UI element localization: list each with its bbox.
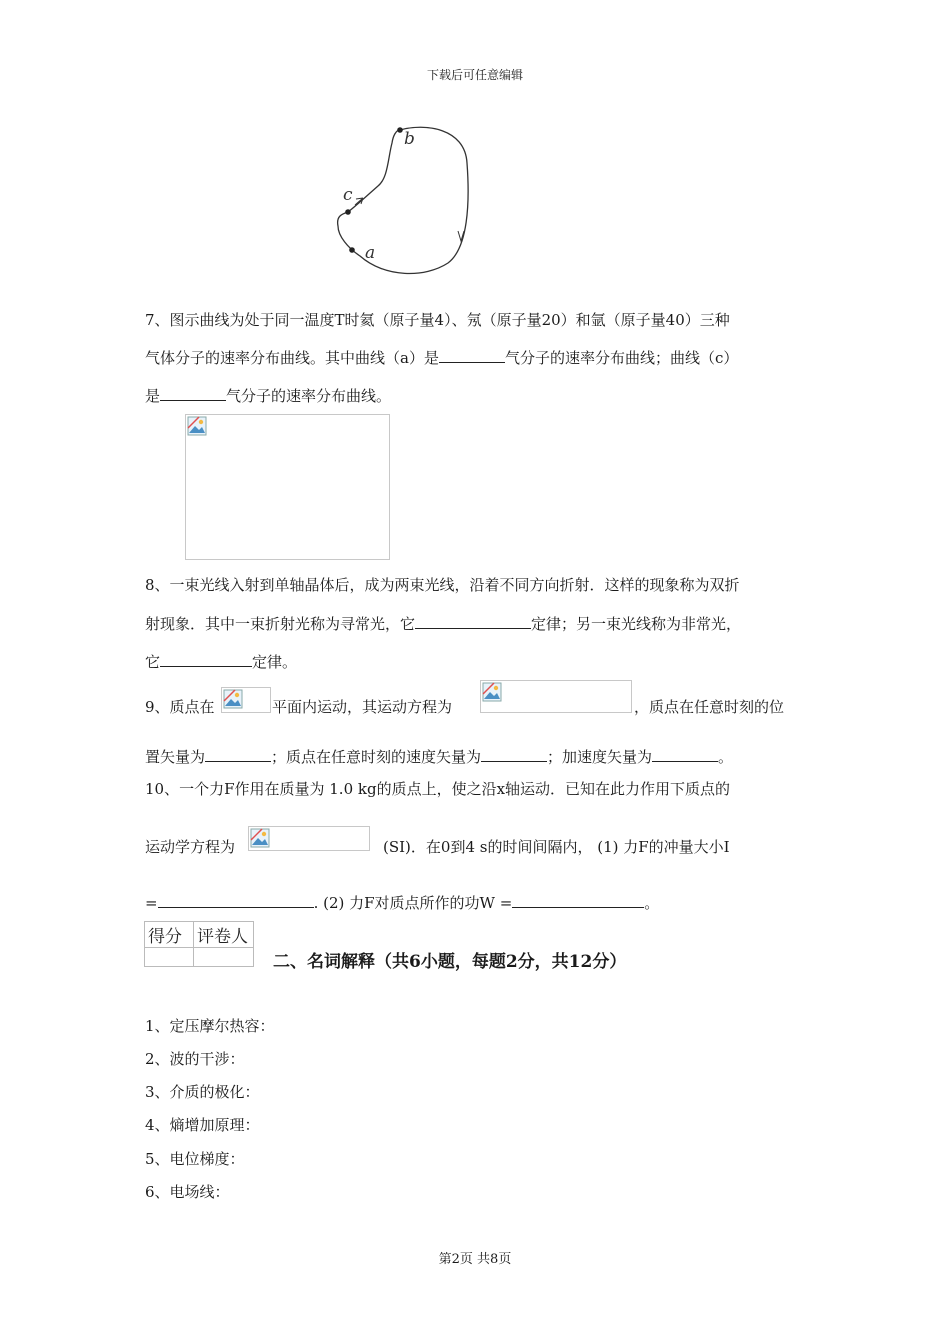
q10-line2-b: (SI)．在0到4 s的时间间隔内， (1) 力F的冲量大小I <box>383 838 730 856</box>
q10-line1: 10、一个力F作用在质量为 1.0 kg的质点上，使之沿x轴运动．已知在此力作用下质点的 <box>145 780 731 798</box>
q7-line1: 7、图示曲线为处于同一温度T时氦（原子量4）、氖（原子量20）和氩（原子量40）三种 <box>145 311 730 329</box>
term-item: 5、电位梯度： <box>145 1150 245 1168</box>
q10-line2-a: 运动学方程为 <box>145 838 236 856</box>
q7-blank-c <box>160 385 226 401</box>
q8-line3: 它 定律。 <box>145 653 298 671</box>
q9-blank-1 <box>205 746 271 762</box>
broken-image-icon <box>250 828 270 848</box>
q7-blank-a <box>439 347 505 363</box>
label-c: c <box>343 185 353 205</box>
score-table <box>144 921 254 967</box>
label-a: a <box>365 243 376 263</box>
q8-blank-1 <box>415 613 531 629</box>
q9-line2: 置矢量为 ；质点在任意时刻的速度矢量为 ；加速度矢量为 。 <box>145 748 734 766</box>
term-item: 2、波的干涉： <box>145 1050 245 1068</box>
broken-image-icon <box>223 689 243 709</box>
cycle-curve <box>338 127 469 273</box>
q8-blank-2 <box>160 651 252 667</box>
score-cell <box>145 948 194 967</box>
q10-blank-impulse <box>158 892 314 908</box>
q9-line1-b: 平面内运动，其运动方程为 <box>272 698 453 716</box>
grader-label: 评卷人 <box>194 922 254 948</box>
q8-line1: 8、一束光线入射到单轴晶体后，成为两束光线，沿着不同方向折射．这样的现象称为双折 <box>145 576 740 594</box>
kinematic-equation-image-placeholder <box>248 826 370 851</box>
term-item: 1、定压摩尔热容： <box>145 1017 275 1035</box>
missing-image-placeholder <box>185 414 390 560</box>
q7-line2: 气体分子的速率分布曲线。其中曲线（a）是 气分子的速率分布曲线；曲线（c） <box>145 349 739 367</box>
term-item: 4、熵增加原理： <box>145 1116 260 1134</box>
q9-blank-3 <box>652 746 718 762</box>
broken-image-icon <box>482 682 502 702</box>
q9-line1-c: ，质点在任意时刻的位 <box>634 698 785 716</box>
point-a <box>349 247 355 253</box>
q10-line3: = . (2) 力F对质点所作的功W = 。 <box>145 894 660 912</box>
q8-line2: 射现象．其中一束折射光称为寻常光，它 定律；另一束光线称为非常光， <box>145 615 742 633</box>
term-item: 3、介质的极化： <box>145 1083 260 1101</box>
arrow-icon <box>355 198 363 205</box>
broken-image-icon <box>187 416 207 436</box>
label-b: b <box>404 129 415 149</box>
cycle-curve-figure <box>330 118 480 280</box>
grader-cell <box>194 948 254 967</box>
page-header: 下载后可任意编辑 <box>426 68 523 82</box>
point-c <box>345 209 351 215</box>
plane-image-placeholder <box>221 687 271 713</box>
equation-image-placeholder <box>480 680 632 713</box>
q9-blank-2 <box>481 746 547 762</box>
q10-blank-work <box>512 892 644 908</box>
term-item: 6、电场线： <box>145 1183 230 1201</box>
q9-line1-a: 9、质点在 <box>145 698 215 716</box>
section-title: 二、名词解释（共6小题，每题2分，共12分） <box>273 952 627 972</box>
q7-line3: 是 气分子的速率分布曲线。 <box>145 387 392 405</box>
point-b <box>397 127 403 133</box>
score-label: 得分 <box>145 922 194 948</box>
page-footer: 第2页 共8页 <box>438 1252 512 1267</box>
